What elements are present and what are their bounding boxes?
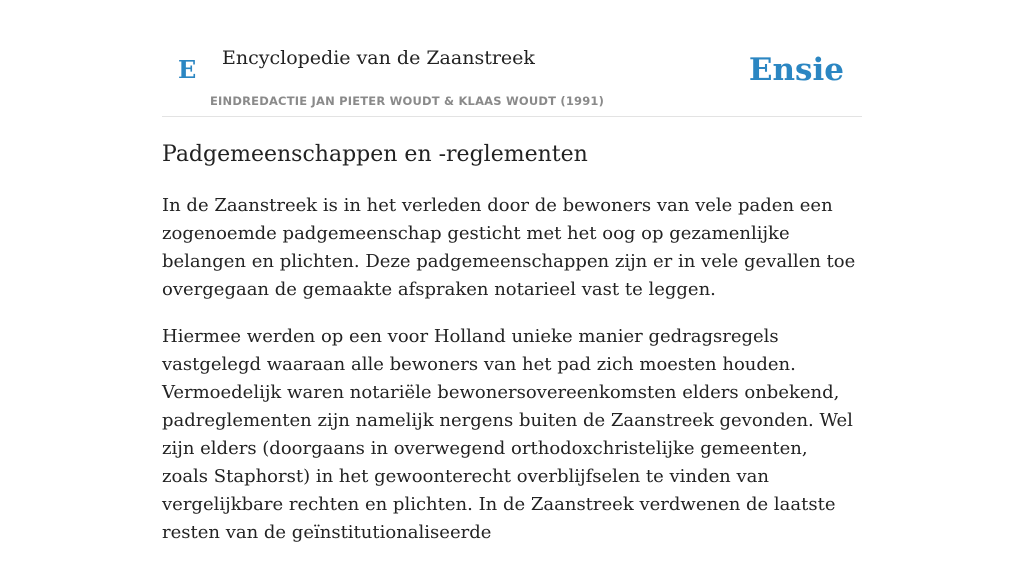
site-header [162,0,862,117]
article-paragraph: Hiermee werden op een voor Holland unieke manier gedragsregels vastgelegd waaraan alle bewoners van het pad zich moesten houden. Vermoedelijk waren notariële bewonersovereenkomsten elders onbekend, padreglementen zijn namelijk nergens buiten de Zaanstreek gevonden. Wel zijn elders (doorgaans in overwegend orthodoxchristelijke gemeenten, zoals Staphorst) in het gewoonterecht overblijfselen te vinden van vergelijkbare rechten en plichten. In de Zaanstreek verdwenen de laatste resten van de geïnstitutionaliseerde [162,326,853,543]
article-title: Padgemeenschappen en -reglementen [162,142,588,167]
logo-mark[interactable]: E [178,55,197,84]
article-body [162,192,858,566]
ensie-logo-link[interactable]: Ensie [748,52,844,88]
editors-credit: EINDREDACTIE JAN PIETER WOUDT & KLAAS WOUDT (1991) [210,94,605,108]
article-paragraph: In de Zaanstreek is in het verleden door de bewoners van vele paden een zogenoemde padgemeenschap gesticht met het oog op gezamenlijke belangen en plichten. Deze padgemeenschappen zijn er in vele gevallen toe overgegaan de gemaakte afspraken notarieel vast te leggen. [162,195,856,300]
book-title-link[interactable]: Encyclopedie van de Zaanstreek [222,47,535,69]
